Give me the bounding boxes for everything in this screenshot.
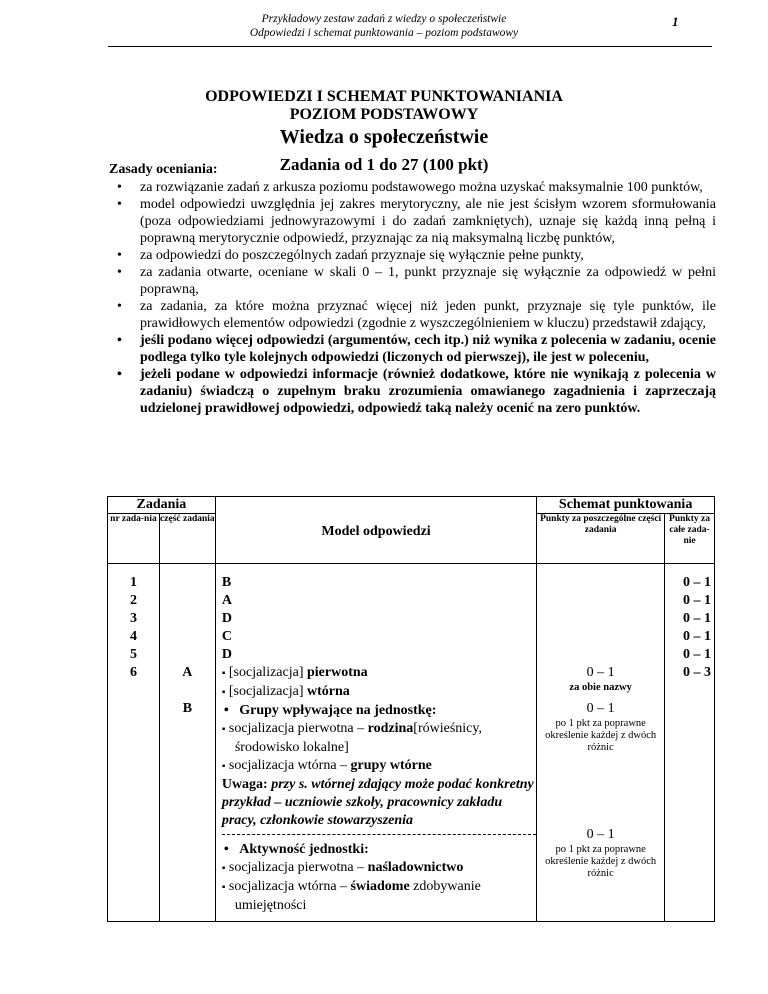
text-bold: świadome: [350, 879, 410, 894]
text-bold: rodzina: [367, 721, 414, 736]
header-line-2: Odpowiedzi i schemat punktowania – poziom podstawowy: [249, 27, 519, 39]
bullet: •: [117, 299, 122, 314]
rule-text: za zadania otwarte, oceniane w skali 0 – 1, punkt przyznaje się wyłącznie za odpowiedź w pełni poprawną,: [140, 265, 716, 297]
part-label: A: [182, 665, 193, 680]
task-nr: 3: [129, 611, 137, 626]
answer: B: [221, 575, 232, 590]
header-rule: [108, 46, 712, 47]
bullet: •: [117, 248, 122, 263]
text: socjalizacja pierwotna –: [228, 721, 368, 736]
rule-text: jeżeli podane w odpowiedzi informacje (również dodatkowe, które nie wynikają z polecenia w zadaniu) świadczą o zupełnym braku zrozumienia omawianego zagadnienia i zaprzeczają udzielonej prawidłowej odpowiedzi, odpowiedź taką należy ocenić na zero punktów.: [140, 367, 716, 416]
text: [socjalizacja]: [228, 665, 307, 680]
points-6b-1: 0 – 1: [586, 701, 615, 716]
rule-text: za rozwiązanie zadań z arkusza poziomu podstawowego można uzyskać maksymalnie 100 punktów,: [140, 180, 703, 195]
text: zdobywanie umiejętności: [234, 879, 481, 913]
rule-item: [114, 179, 716, 196]
answer: C: [221, 629, 232, 644]
rule-item: [114, 366, 716, 417]
bullet: •: [223, 703, 229, 718]
col-total: Punkty za całe zada-nie: [665, 514, 715, 564]
text: Aktywność jednostki:: [239, 842, 369, 857]
page-number: 1: [672, 14, 679, 29]
text-italic: przy s. wtórnej zdający może podać konkretny przykład – uczniowie szkoły, pracownicy zakładu pracy, członkowie stowarzyszenia: [221, 777, 534, 828]
group-scoring: Schemat punktowania: [537, 497, 715, 514]
task6-a-line1: [222, 664, 536, 683]
text: Uwaga:: [221, 777, 268, 792]
square-bullet: ▪: [221, 863, 226, 874]
col-part: część zadania: [159, 514, 215, 564]
rules-list: [114, 179, 716, 417]
rule-item: [114, 196, 716, 247]
note-6b-1: po 1 pkt za poprawne określenie każdej z dwóch różnic: [545, 718, 657, 753]
text: socjalizacja wtórna –: [228, 758, 351, 773]
task6-b-g2-line1: [222, 859, 536, 878]
table-column-header: [108, 514, 715, 564]
col-partial: Punkty za poszczególne części zadania: [537, 514, 665, 564]
scoring-table: [107, 496, 715, 922]
square-bullet: ▪: [221, 687, 226, 698]
rules-heading: Zasady oceniania:: [109, 162, 218, 177]
note-6b-2: po 1 pkt za poprawne określenie każdej z dwóch różnic: [545, 844, 657, 879]
title-line-1: ODPOWIEDZI I SCHEMAT PUNKTOWANIANIA: [205, 88, 563, 105]
text: socjalizacja wtórna –: [228, 879, 351, 894]
model-spacer: [215, 497, 536, 514]
task-nr: 4: [129, 629, 137, 644]
answer: A: [221, 593, 232, 608]
task-nr: 6: [129, 665, 137, 680]
text: Grupy wpływające na jednostkę:: [239, 703, 437, 718]
rule-text: za odpowiedzi do poszczególnych zadań przyznaje się wyłącznie pełne punkty,: [140, 248, 584, 263]
task-nr: 2: [129, 593, 137, 608]
part-label: B: [182, 701, 193, 716]
task-points: 0 – 1: [683, 611, 711, 626]
table-row: [108, 564, 715, 922]
task6-b-heading-2: [222, 841, 536, 859]
square-bullet: ▪: [221, 761, 226, 772]
bullet: •: [117, 180, 122, 195]
task-points: 0 – 1: [683, 647, 711, 662]
rule-item: [114, 298, 716, 332]
rule-text: jeśli podano więcej odpowiedzi (argumentów, cech itp.) niż wynika z polecenia w zadaniu, ocenie podlega tylko tyle kolejnych odpowiedzi (liczonych od pierwszej), ile jest w poleceniu,: [140, 333, 716, 365]
square-bullet: ▪: [221, 882, 226, 893]
text: [socjalizacja]: [228, 684, 307, 699]
bullet: •: [117, 367, 122, 382]
task-points: 0 – 1: [683, 593, 711, 608]
task-points: 0 – 3: [683, 665, 711, 680]
task-nr: 1: [129, 575, 137, 590]
title-range: Zadania od 1 do 27 (100 pkt): [279, 155, 489, 174]
partial-spacer: [537, 574, 664, 664]
points-6b-2: 0 – 1: [586, 827, 615, 842]
rule-text: model odpowiedzi uwzględnia jej zakres merytoryczny, ale nie jest ścisłym wzorem sformułowania (poza odpowiedziami jednowyrazowymi i do zadań zamkniętych), uznaje się każdą inną pełną i poprawną merytorycznie odpowiedź, przyznając za nią maksymalną liczbę punktów,: [140, 197, 716, 246]
answer: D: [221, 647, 232, 662]
table-group-header: [108, 497, 715, 514]
rule-item: [114, 332, 716, 366]
rule-item: [114, 264, 716, 298]
header-line-1: Przykładowy zestaw zadań z wiedzy o społeczeństwie: [261, 13, 507, 25]
note-6a: za obie nazwy: [569, 682, 632, 693]
square-bullet: ▪: [221, 668, 226, 679]
title-subject: Wiedza o społeczeństwie: [279, 126, 489, 148]
text-bold: grupy wtórne: [350, 758, 432, 773]
task-points: 0 – 1: [683, 575, 711, 590]
task6-b-heading-1: [222, 702, 536, 720]
task6-b-g1-line2: [222, 757, 536, 776]
col-model: Model odpowiedzi: [215, 514, 536, 564]
task6-b-g2-line2: [222, 878, 536, 915]
group-tasks: Zadania: [108, 497, 216, 514]
square-bullet: ▪: [221, 724, 226, 735]
task-points: 0 – 1: [683, 629, 711, 644]
uwaga-note: [222, 776, 536, 830]
points-6a: 0 – 1: [586, 665, 615, 680]
rule-item: [114, 247, 716, 264]
text-bold: pierwotna: [307, 665, 368, 680]
text-bold: wtórna: [307, 684, 350, 699]
text: socjalizacja pierwotna –: [228, 860, 368, 875]
col-nr: nr zada-nia: [108, 514, 160, 564]
text: [rówieśnicy, środowisko lokalne]: [234, 721, 482, 755]
bullet: •: [223, 842, 229, 857]
task6-a-line2: [222, 683, 536, 702]
text-bold: naśladownictwo: [367, 860, 464, 875]
task6-b-g1-line1: [222, 720, 536, 757]
page-header: [0, 12, 768, 40]
parts-spacer: [160, 574, 215, 664]
task-nr: 5: [129, 647, 137, 662]
bullet: •: [117, 197, 122, 212]
dashed-separator: [222, 834, 536, 835]
title-line-2: POZIOM PODSTAWOWY: [289, 106, 479, 123]
answer: D: [221, 611, 232, 626]
rule-text: za zadania, za które można przyznać więcej niż jeden punkt, przyznaje się tyle punktów, ile prawidłowych elementów odpowiedzi (zgodnie z wyszczególnieniem w kluczu) przedstawił zdający,: [140, 299, 716, 331]
bullet: •: [117, 333, 122, 348]
bullet: •: [117, 265, 122, 280]
